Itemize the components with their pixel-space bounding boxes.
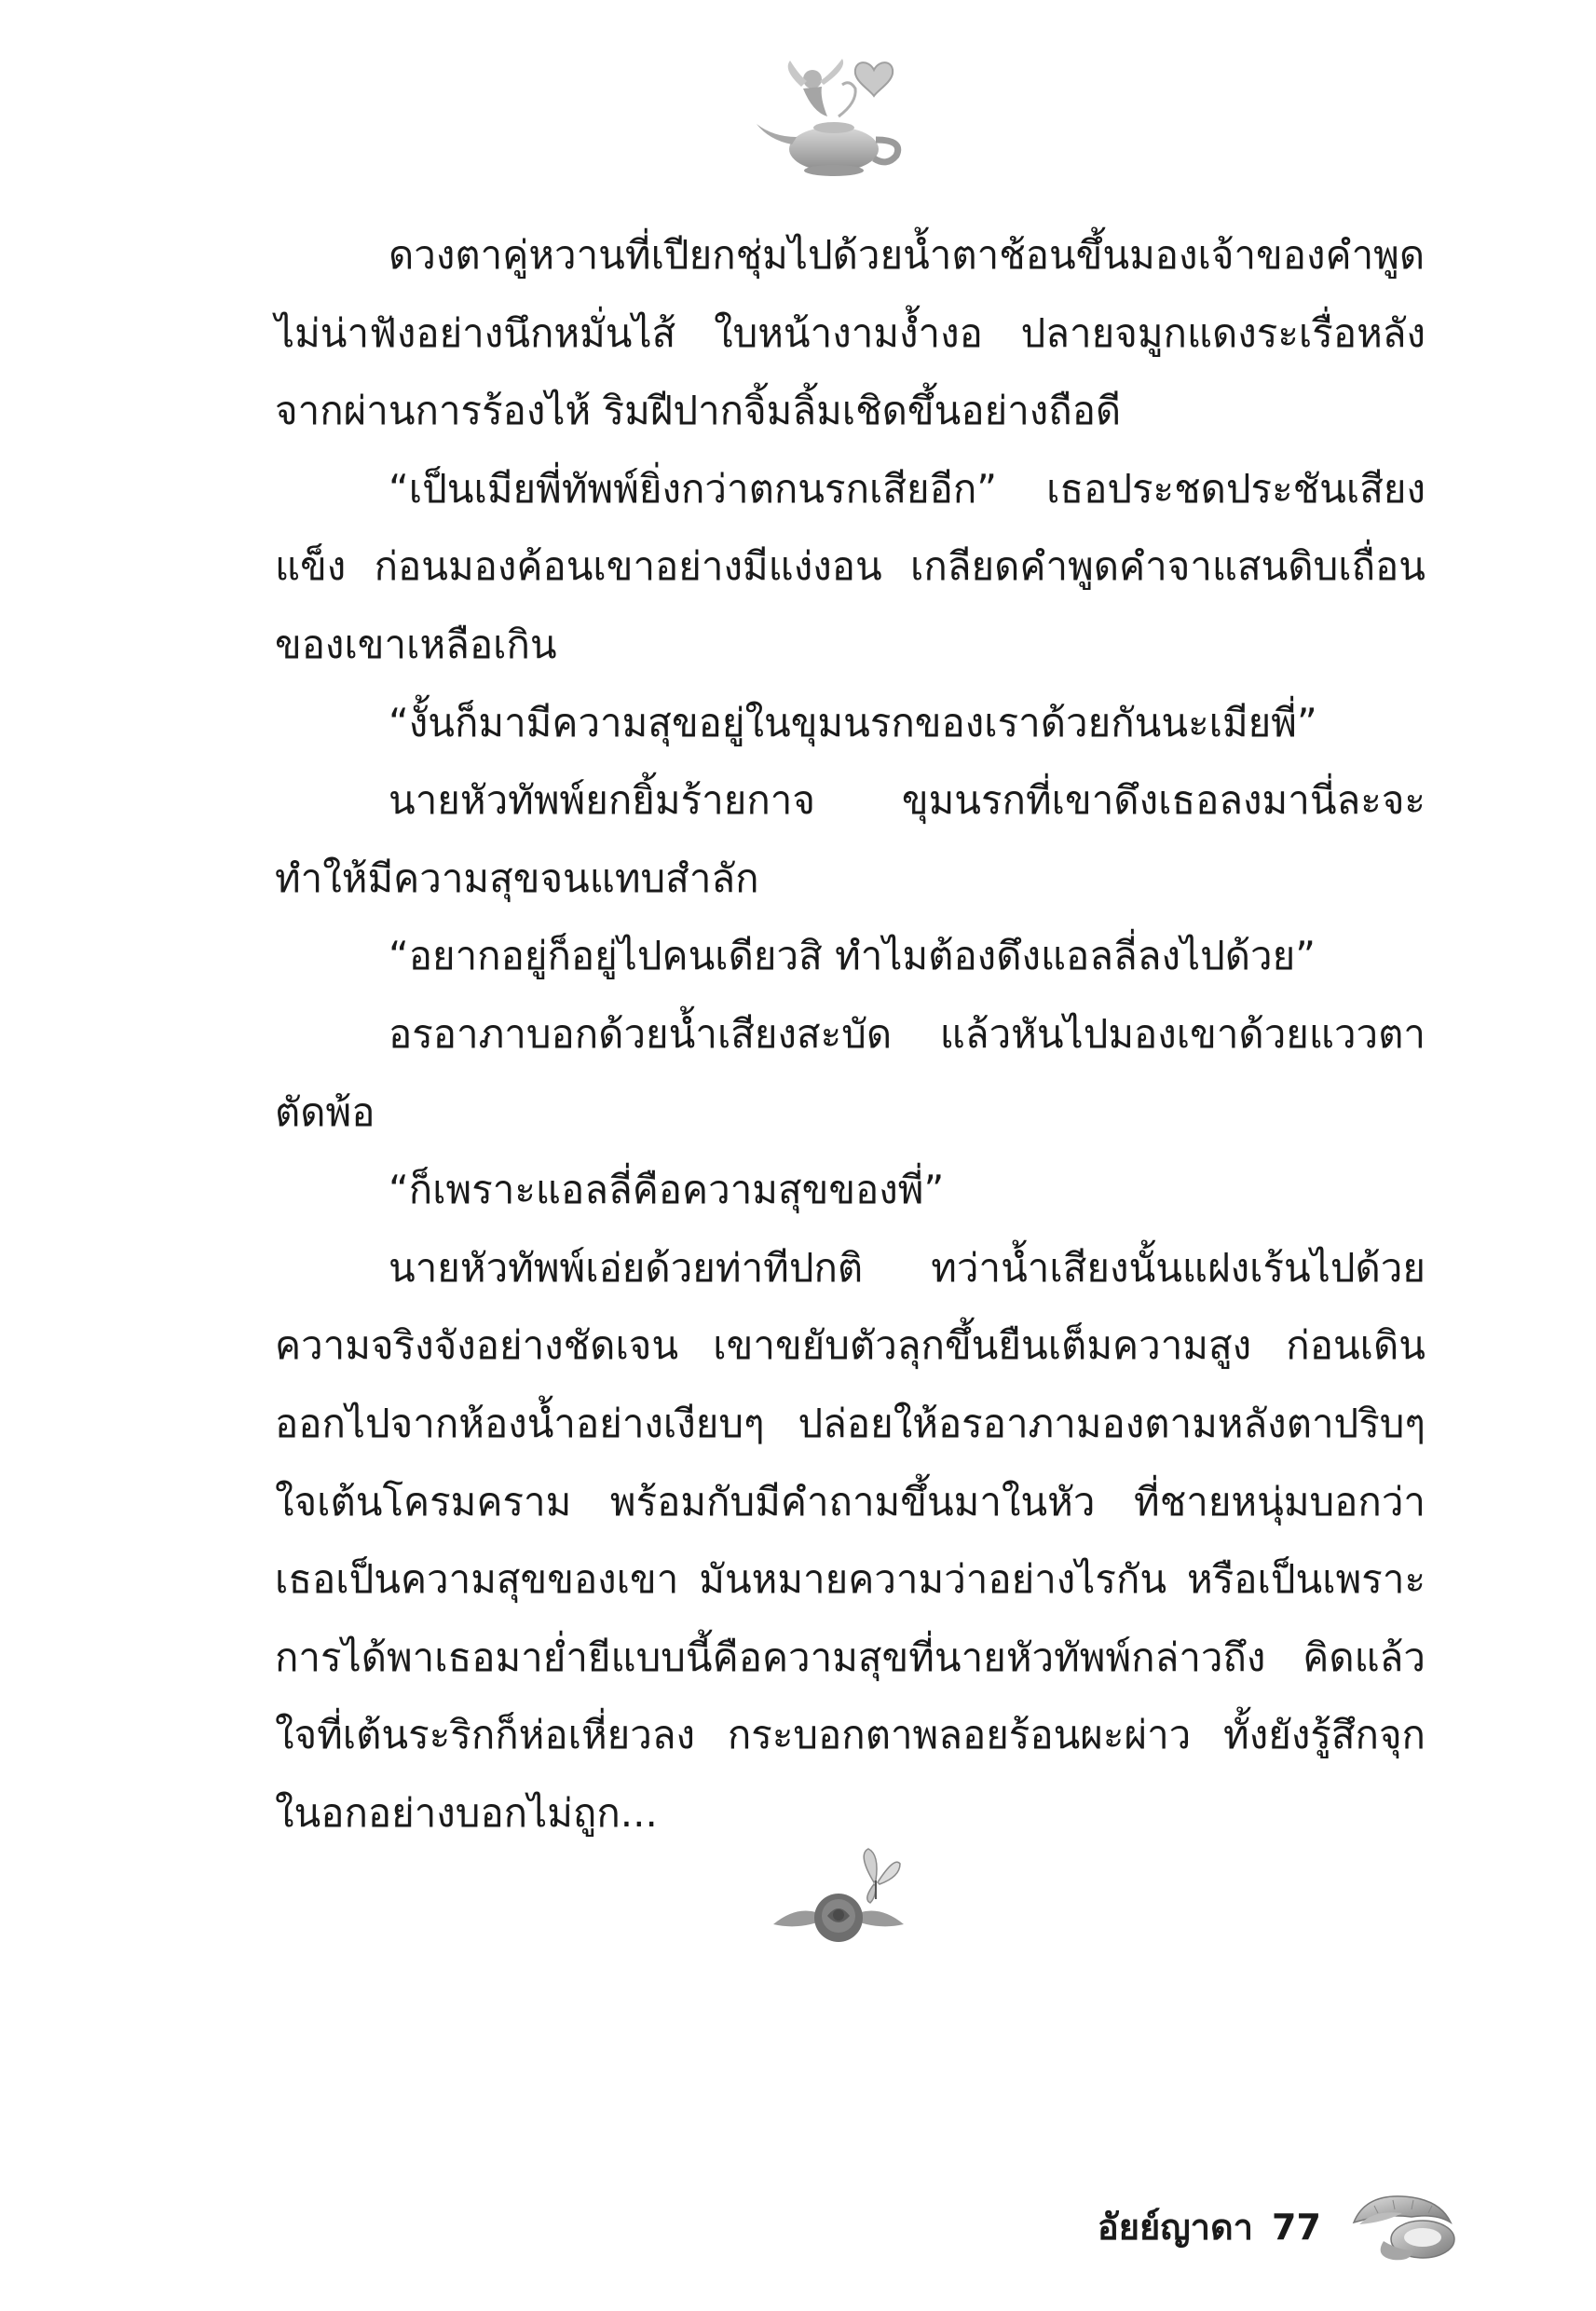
body-text: [275, 216, 1425, 1852]
paragraph: ดวงตาคู่หวานที่เปียกชุ่มไปด้วยน้ำตาช้อนขึ้นมองเจ้าของคำพูดไม่น่าฟังอย่างนึกหมั่นไส้ ใบหน้างามง้ำงอ ปลายจมูกแดงระเรื่อหลังจากผ่านการร้องไห้ ริมฝีปากจิ้มลิ้มเชิดขึ้นอย่างถือดี: [275, 232, 1425, 434]
author-name: อัยย์ญาดา: [1097, 2207, 1253, 2248]
paragraph: อรอาภาบอกด้วยน้ำเสียงสะบัด แล้วหันไปมองเขาด้วยแววตาตัดพ้อ: [275, 1010, 1425, 1135]
page-footer: [1062, 2190, 1528, 2264]
page-number: 77: [1272, 2207, 1321, 2248]
paragraph: “เป็นเมียพี่ทัพพ์ยิ่งกว่าตกนรกเสียอีก” เธอประชดประชันเสียงแข็ง ก่อนมองค้อนเขาอย่างมีแง่งอน เกลียดคำพูดคำจาแสนดิบเถื่อนของเขาเหลือเกิน: [275, 465, 1425, 667]
teapot-cupid-ornament-icon: [745, 51, 913, 182]
paragraph: นายหัวทัพพ์ยกยิ้มร้ายกาจ ขุมนรกที่เขาดึงเธอลงมานี่ละจะทำให้มีความสุขจนแทบสำลัก: [275, 777, 1425, 901]
paragraph: นายหัวทัพพ์เอ่ยด้วยท่าทีปกติ ทว่าน้ำเสียงนั้นแฝงเร้นไปด้วยความจริงจังอย่างชัดเจน เขาขยับตัวลุกขึ้นยืนเต็มความสูง ก่อนเดินออกไปจากห้องน้ำอย่างเงียบๆ ปล่อยให้อรอาภามองตามหลังตาปริบๆ ใจเต้นโครมคราม พร้อมกับมีคำถามขึ้นมาในหัว ที่ชายหนุ่มบอกว่าเธอเป็นความสุขของเขา มันหมายความว่าอย่างไรกัน หรือเป็นเพราะการได้พาเธอมาย่ำยีแบบนี้คือความสุขที่นายหัวทัพพ์กล่าวถึง คิดแล้วใจที่เต้นระริกก็ห่อเหี่ยวลง กระบอกตาพลอยร้อนผะผ่าว ทั้งยังรู้สึกจุกในอกอย่างบอกไม่ถูก...: [275, 1244, 1425, 1836]
rose-butterfly-ornament-icon: [764, 1845, 913, 1948]
paragraph: “ก็เพราะแอลลี่คือความสุขของพี่”: [389, 1167, 945, 1213]
paragraph: “งั้นก็มามีความสุขอยู่ในขุมนรกของเราด้วยกันนะเมียพี่”: [389, 699, 1317, 745]
durian-icon: [1346, 2185, 1467, 2264]
paragraph: “อยากอยู่ก็อยู่ไปคนเดียวสิ ทำไมต้องดึงแอลลี่ลงไปด้วย”: [389, 933, 1316, 979]
